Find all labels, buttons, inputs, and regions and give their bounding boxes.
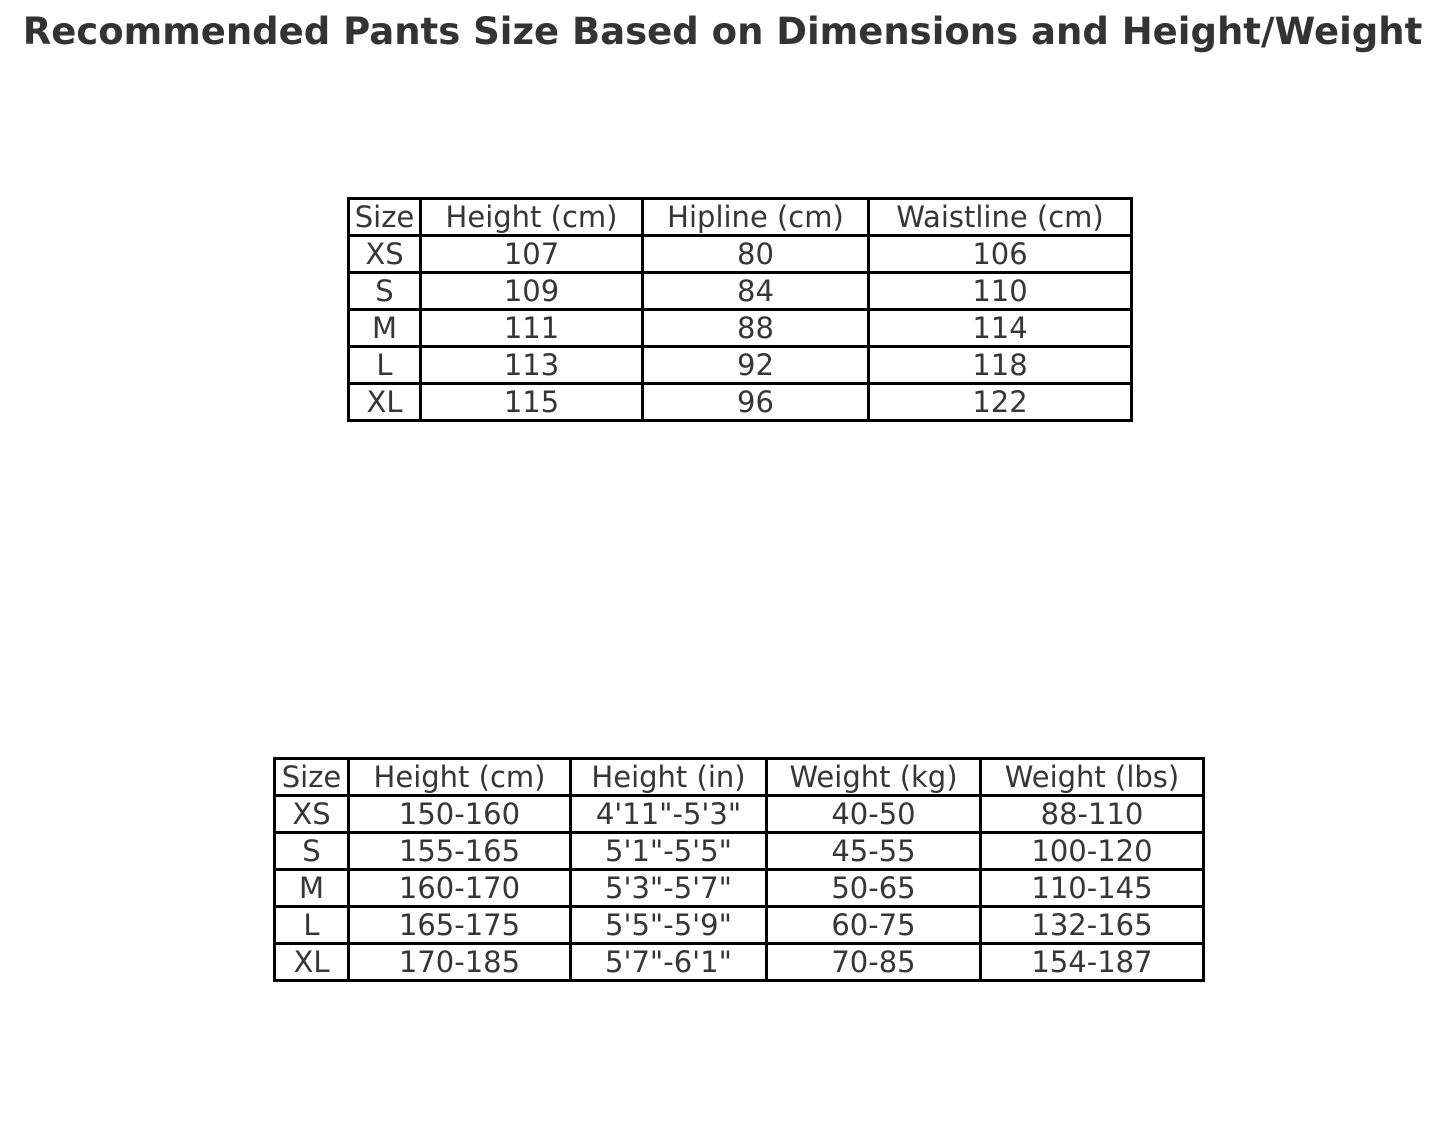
- value-cell: 92: [643, 347, 869, 384]
- value-cell: 115: [421, 384, 643, 421]
- value-cell: 5'5"-5'9": [571, 907, 767, 944]
- value-cell: 5'3"-5'7": [571, 870, 767, 907]
- table-row: [349, 273, 1132, 310]
- value-cell: 160-170: [349, 870, 571, 907]
- column-header: Height (cm): [349, 759, 571, 796]
- value-cell: 80: [643, 236, 869, 273]
- value-cell: 111: [421, 310, 643, 347]
- size-label-cell: XL: [275, 944, 349, 981]
- figure-title: Recommended Pants Size Based on Dimensions and Height/Weight: [22, 10, 1423, 53]
- dimensions-table: [347, 197, 1133, 422]
- value-cell: 4'11"-5'3": [571, 796, 767, 833]
- size-label-cell: S: [349, 273, 421, 310]
- value-cell: 154-187: [981, 944, 1204, 981]
- value-cell: 40-50: [767, 796, 981, 833]
- size-label-cell: XL: [349, 384, 421, 421]
- table-row: [349, 347, 1132, 384]
- value-cell: 96: [643, 384, 869, 421]
- column-header: Waistline (cm): [869, 199, 1132, 236]
- header-row: [275, 759, 1204, 796]
- value-cell: 114: [869, 310, 1132, 347]
- height-weight-table: [273, 757, 1205, 982]
- value-cell: 100-120: [981, 833, 1204, 870]
- value-cell: 84: [643, 273, 869, 310]
- value-cell: 118: [869, 347, 1132, 384]
- value-cell: 60-75: [767, 907, 981, 944]
- value-cell: 70-85: [767, 944, 981, 981]
- column-header: Weight (lbs): [981, 759, 1204, 796]
- value-cell: 88: [643, 310, 869, 347]
- value-cell: 150-160: [349, 796, 571, 833]
- value-cell: 132-165: [981, 907, 1204, 944]
- size-label-cell: XS: [349, 236, 421, 273]
- size-label-cell: XS: [275, 796, 349, 833]
- value-cell: 5'7"-6'1": [571, 944, 767, 981]
- value-cell: 113: [421, 347, 643, 384]
- table-row: [275, 907, 1204, 944]
- size-label-cell: M: [275, 870, 349, 907]
- column-header: Height (cm): [421, 199, 643, 236]
- size-label-cell: L: [349, 347, 421, 384]
- value-cell: 110-145: [981, 870, 1204, 907]
- value-cell: 107: [421, 236, 643, 273]
- value-cell: 155-165: [349, 833, 571, 870]
- value-cell: 106: [869, 236, 1132, 273]
- value-cell: 122: [869, 384, 1132, 421]
- value-cell: 165-175: [349, 907, 571, 944]
- header-row: [349, 199, 1132, 236]
- table-row: [275, 833, 1204, 870]
- table-row: [275, 796, 1204, 833]
- size-label-cell: M: [349, 310, 421, 347]
- value-cell: 170-185: [349, 944, 571, 981]
- value-cell: 110: [869, 273, 1132, 310]
- size-label-cell: L: [275, 907, 349, 944]
- size-label-cell: S: [275, 833, 349, 870]
- table-row: [275, 870, 1204, 907]
- value-cell: 45-55: [767, 833, 981, 870]
- column-header: Hipline (cm): [643, 199, 869, 236]
- table-row: [275, 944, 1204, 981]
- column-header: Height (in): [571, 759, 767, 796]
- column-header: Weight (kg): [767, 759, 981, 796]
- value-cell: 109: [421, 273, 643, 310]
- table-row: [349, 236, 1132, 273]
- value-cell: 5'1"-5'5": [571, 833, 767, 870]
- table-row: [349, 384, 1132, 421]
- value-cell: 50-65: [767, 870, 981, 907]
- column-header: Size: [349, 199, 421, 236]
- value-cell: 88-110: [981, 796, 1204, 833]
- table-row: [349, 310, 1132, 347]
- column-header: Size: [275, 759, 349, 796]
